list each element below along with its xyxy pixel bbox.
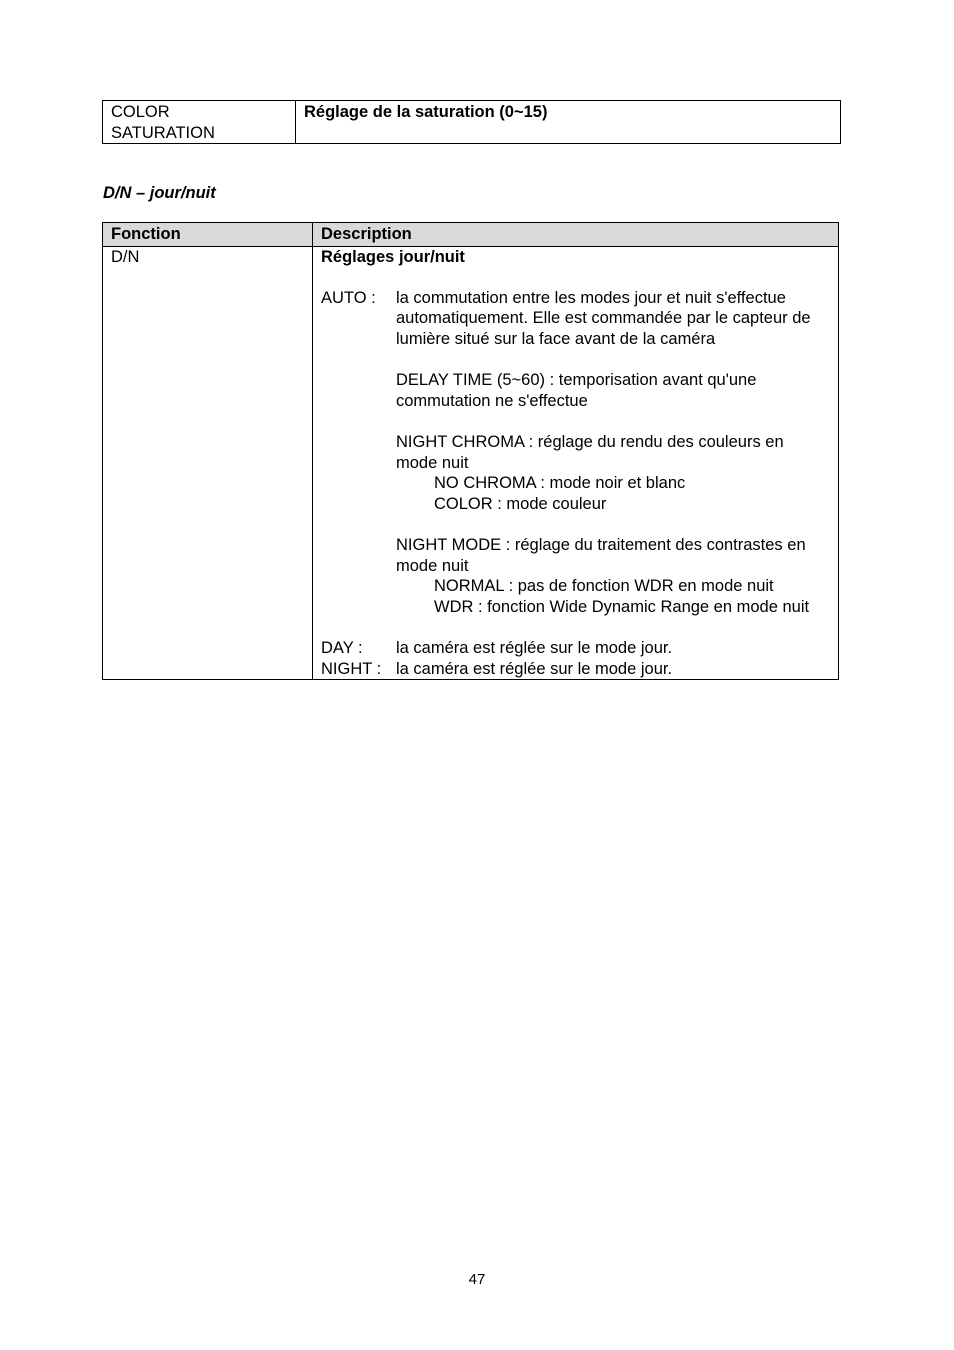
day-label: DAY : [321,639,363,657]
night-mode-options [321,576,830,617]
night-mode-option: NORMAL : pas de fonction WDR en mode nuit [434,577,774,595]
day-text: la caméra est réglée sur le mode jour. [396,639,673,657]
function-label-line2: SATURATION [111,123,215,142]
chroma-option: NO CHROMA : mode noir et blanc [434,474,686,492]
auto-entry [321,288,830,350]
function-cell: D/N [103,247,313,680]
delay-line: DELAY TIME (5~60) : temporisation avant qu'une [396,371,757,389]
chroma-line: NIGHT CHROMA : réglage du rendu des couleurs en [396,433,784,451]
description-title: Réglages jour/nuit [321,248,465,266]
page-number: 47 [468,1271,486,1288]
header-description: Description [313,223,839,247]
night-chroma-options [321,473,830,514]
night-mode-line: NIGHT MODE : réglage du traitement des contrastes en [396,536,806,554]
night-chroma-entry [321,432,830,473]
night-text: la caméra est réglée sur le mode jour. [396,659,673,678]
auto-text-line: la commutation entre les modes jour et nuit s'effectue [396,288,786,307]
delay-line: commutation ne s'effectue [396,391,588,410]
table-row [103,101,841,144]
table-header-row [103,223,839,247]
function-label-line1: COLOR [111,103,170,121]
delay-time-entry [321,370,830,411]
chroma-option: COLOR : mode couleur [434,494,607,513]
auto-text-line: automatiquement. Elle est commandée par le capteur de [396,309,811,327]
section-title: D/N – jour/nuit [103,184,216,202]
description-cell [313,247,839,680]
auto-label: AUTO : [321,288,376,307]
table-row [103,247,839,680]
night-mode-option: WDR : fonction Wide Dynamic Range en mode nuit [434,597,810,616]
description-cell: Réglage de la saturation (0~15) [296,101,841,144]
night-mode-line: mode nuit [396,556,469,575]
night-mode-entry [321,535,830,576]
header-function: Fonction [103,223,313,247]
function-cell [103,101,296,144]
night-entry [321,659,830,680]
day-night-table [102,222,839,680]
auto-text-line: lumière situé sur la face avant de la caméra [396,329,716,348]
color-saturation-table [102,100,841,144]
chroma-line: mode nuit [396,453,469,472]
day-entry [321,638,830,659]
night-label: NIGHT : [321,659,382,678]
auto-text [396,288,830,350]
